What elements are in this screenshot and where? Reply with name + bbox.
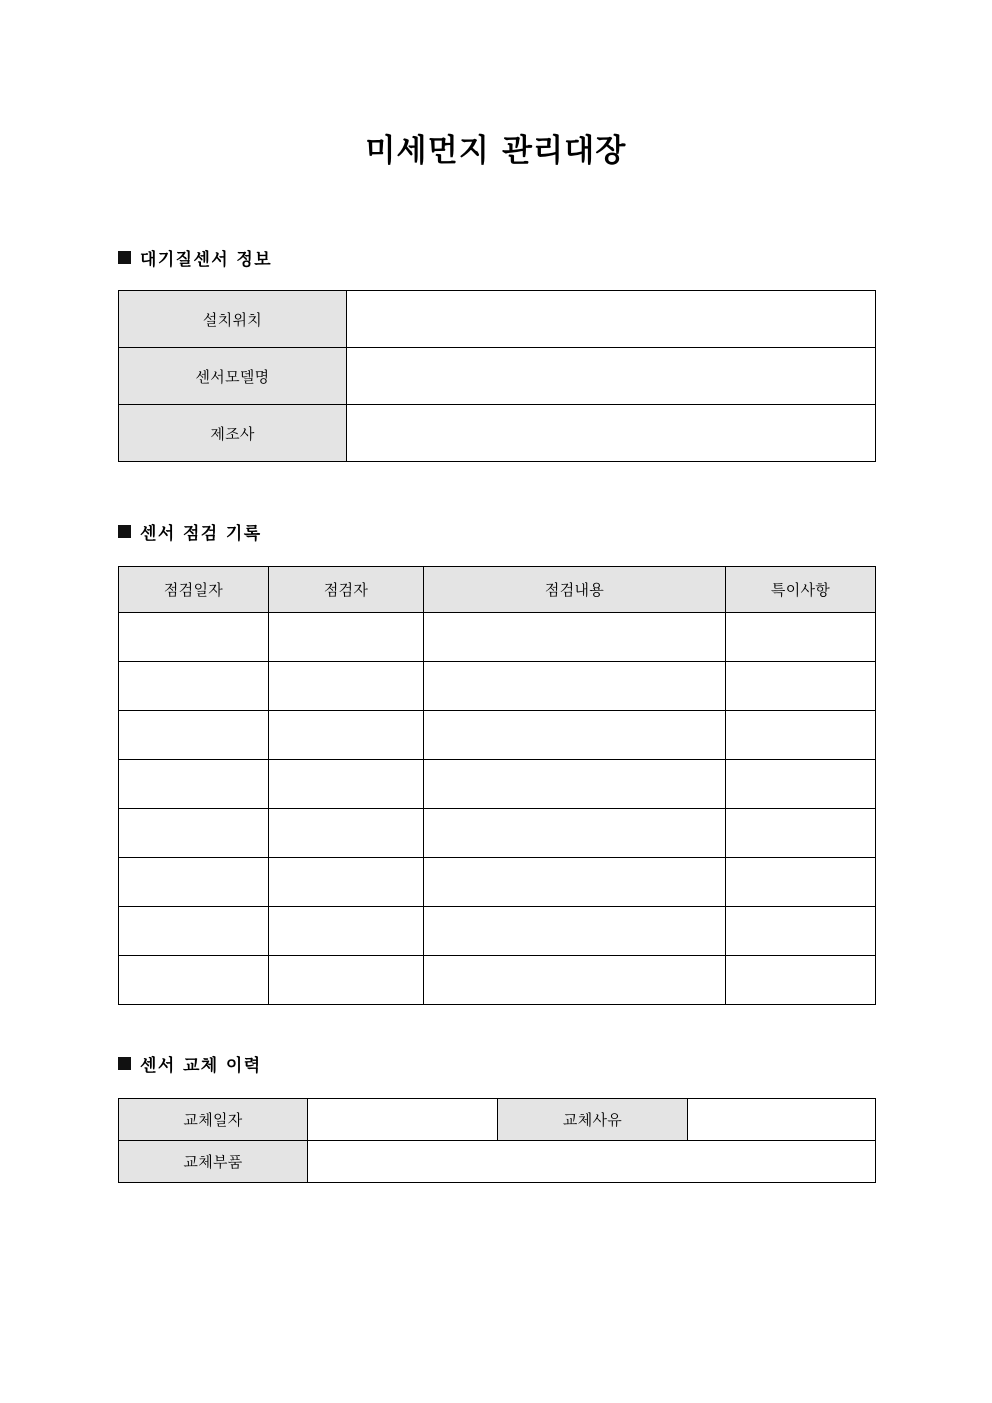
cell-inspection-content[interactable] bbox=[424, 662, 726, 711]
table-row bbox=[119, 613, 876, 662]
section-heading-inspection-log-label: 센서 점검 기록 bbox=[140, 524, 262, 544]
table-row bbox=[119, 662, 876, 711]
label-install-location: 설치위치 bbox=[119, 291, 347, 348]
replacement-history-table bbox=[118, 1098, 876, 1183]
column-header-inspector: 점검자 bbox=[269, 567, 424, 613]
cell-inspection-content[interactable] bbox=[424, 956, 726, 1005]
square-bullet-icon bbox=[118, 251, 131, 264]
square-bullet-icon bbox=[118, 1057, 131, 1070]
field-replacement-part[interactable] bbox=[308, 1141, 876, 1183]
cell-remarks[interactable] bbox=[726, 662, 876, 711]
sensor-info-table bbox=[118, 290, 876, 462]
cell-inspection-date[interactable] bbox=[119, 662, 269, 711]
field-replacement-reason[interactable] bbox=[688, 1099, 876, 1141]
cell-inspection-date[interactable] bbox=[119, 956, 269, 1005]
cell-inspection-date[interactable] bbox=[119, 858, 269, 907]
cell-inspection-date[interactable] bbox=[119, 711, 269, 760]
square-bullet-icon bbox=[118, 525, 131, 538]
section-heading-replacement-history bbox=[118, 1054, 262, 1078]
label-manufacturer: 제조사 bbox=[119, 405, 347, 462]
cell-inspection-date[interactable] bbox=[119, 613, 269, 662]
cell-inspection-content[interactable] bbox=[424, 809, 726, 858]
table-row bbox=[119, 1141, 876, 1183]
table-row bbox=[119, 291, 876, 348]
table-row bbox=[119, 956, 876, 1005]
cell-remarks[interactable] bbox=[726, 760, 876, 809]
table-row bbox=[119, 760, 876, 809]
label-replacement-reason: 교체사유 bbox=[498, 1099, 688, 1141]
cell-remarks[interactable] bbox=[726, 858, 876, 907]
section-heading-sensor-info-label: 대기질센서 정보 bbox=[140, 250, 273, 270]
cell-inspector[interactable] bbox=[269, 760, 424, 809]
inspection-log-table bbox=[118, 566, 876, 1005]
cell-inspection-content[interactable] bbox=[424, 858, 726, 907]
cell-inspection-date[interactable] bbox=[119, 907, 269, 956]
section-heading-replacement-history-label: 센서 교체 이력 bbox=[140, 1056, 262, 1076]
table-row bbox=[119, 348, 876, 405]
cell-inspection-date[interactable] bbox=[119, 760, 269, 809]
cell-inspector[interactable] bbox=[269, 809, 424, 858]
cell-inspection-content[interactable] bbox=[424, 711, 726, 760]
field-install-location[interactable] bbox=[347, 291, 876, 348]
section-heading-inspection-log bbox=[118, 522, 262, 546]
cell-remarks[interactable] bbox=[726, 809, 876, 858]
cell-inspection-date[interactable] bbox=[119, 809, 269, 858]
table-row bbox=[119, 907, 876, 956]
cell-inspector[interactable] bbox=[269, 858, 424, 907]
field-sensor-model[interactable] bbox=[347, 348, 876, 405]
cell-inspector[interactable] bbox=[269, 711, 424, 760]
table-row bbox=[119, 858, 876, 907]
page-title: 미세먼지 관리대장 bbox=[365, 133, 627, 169]
table-row bbox=[119, 405, 876, 462]
label-replacement-date: 교체일자 bbox=[119, 1099, 308, 1141]
cell-remarks[interactable] bbox=[726, 907, 876, 956]
cell-inspector[interactable] bbox=[269, 907, 424, 956]
cell-inspector[interactable] bbox=[269, 613, 424, 662]
column-header-inspection-content: 점검내용 bbox=[424, 567, 726, 613]
section-heading-sensor-info bbox=[118, 248, 272, 272]
label-sensor-model: 센서모델명 bbox=[119, 348, 347, 405]
table-row bbox=[119, 809, 876, 858]
cell-remarks[interactable] bbox=[726, 613, 876, 662]
cell-inspection-content[interactable] bbox=[424, 907, 726, 956]
table-row bbox=[119, 711, 876, 760]
label-replacement-part: 교체부품 bbox=[119, 1141, 308, 1183]
column-header-remarks: 특이사항 bbox=[726, 567, 876, 613]
field-replacement-date[interactable] bbox=[308, 1099, 498, 1141]
cell-remarks[interactable] bbox=[726, 711, 876, 760]
table-row bbox=[119, 1099, 876, 1141]
field-manufacturer[interactable] bbox=[347, 405, 876, 462]
cell-inspector[interactable] bbox=[269, 956, 424, 1005]
cell-inspection-content[interactable] bbox=[424, 613, 726, 662]
cell-inspector[interactable] bbox=[269, 662, 424, 711]
cell-remarks[interactable] bbox=[726, 956, 876, 1005]
column-header-inspection-date: 점검일자 bbox=[119, 567, 269, 613]
table-header-row bbox=[119, 567, 876, 613]
cell-inspection-content[interactable] bbox=[424, 760, 726, 809]
